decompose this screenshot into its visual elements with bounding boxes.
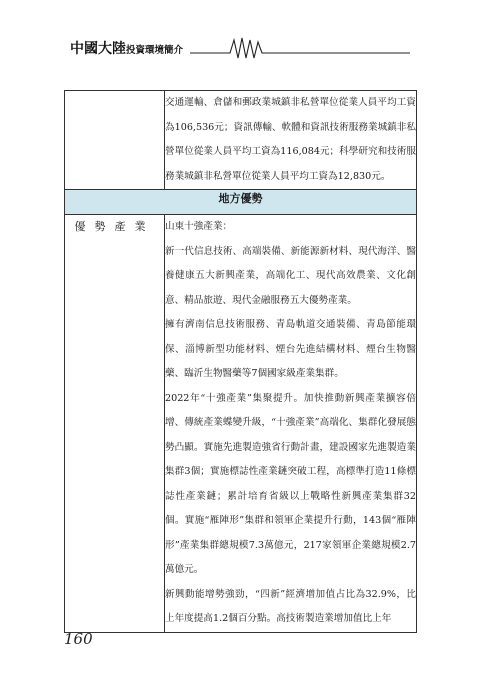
page-header [70,34,410,60]
section-header-row [65,190,417,215]
row-label: 優勢產業 [74,220,155,233]
table-paragraph: 新一代信息技術、高端裝備、新能源新材料、現代海洋、醫養健康五大新興產業，高端化工、現代高效農業、文化創意、精品旅遊、現代金融服務五大優勢產業。 [165,245,416,306]
section-header: 地方優勢 [65,190,417,215]
table-paragraph: 交通運輸、倉儲和郵政業城鎮非私營單位從業人員平均工資為106,536元；資訊傳輸、軟體和資訊技術服務業城鎮非私營單位從業人員平均工資為116,084元；科學研究和技術服務業城鎮非私營單位從業人員平均工資為12,830元。 [165,97,416,182]
row-label-cell [65,215,165,633]
table-paragraph: 新興動能增勢強勁，“四新”經濟增加值占比為32.9%，比上年度提高1.2個百分點。高技術製造業增加值比上年 [165,588,416,624]
header-title-main: 中國大陸 [70,41,126,57]
table-row [65,91,417,190]
label-cell-empty [65,91,165,190]
heartbeat-line-icon [190,34,410,60]
page-number: 160 [64,630,93,648]
table-paragraph: 2022年“十強產業”集聚提升。加快推動新興產業擴容倍增、傳統產業蝶變升級，“十強產業”高端化、集群化發展態勢凸顯。實施先進製造強省行動計畫，建設國家先進製造業集群3個；實施標誌性產業鏈突破工程，高標準打造11條標誌性產業鏈；累計培育省級以上戰略性新興產業集群32個。實施“雁陣形”集群和領軍企業提升行動，143個“雁陣形”產業集群總規模7.3萬億元，217家領軍企業總規模2.7萬億元。 [165,392,416,575]
info-table [64,90,417,633]
content-cell [165,215,417,633]
header-title-sub: 投資環境簡介 [126,45,184,56]
content-cell [165,91,417,190]
table-paragraph: 山東十強產業： [165,221,233,232]
table-row [65,215,417,633]
table-paragraph: 擁有濟南信息技術服務、青島軌道交通裝備、青島節能環保、淄博新型功能材料、煙台先進結構材料、煙台生物醫藥、臨沂生物醫藥等7個國家級產業集群。 [165,319,416,379]
header-title [70,38,183,58]
